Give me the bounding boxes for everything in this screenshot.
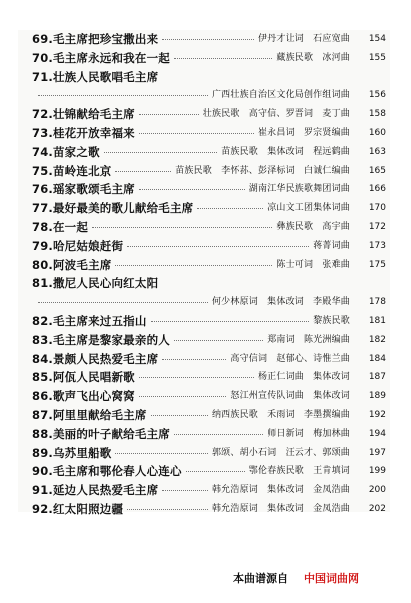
entry-page-number: 184 [368, 353, 386, 364]
entry-credits: 湖南江华民族歌舞团词曲 [248, 184, 350, 195]
entry-credits: 彝族民歌 高宇曲 [276, 221, 350, 232]
toc-entry[interactable] [18, 274, 390, 312]
leader-dots [139, 189, 245, 190]
leader-dots [151, 415, 208, 416]
toc-list [18, 30, 390, 519]
entry-title: 86.歌声飞出心窝窝 [32, 389, 135, 404]
toc-entry[interactable] [18, 425, 390, 444]
leader-dots [139, 114, 199, 115]
entry-page-number: 199 [368, 466, 386, 477]
entry-credits: 韩允浩原词 集体改词 金凤浩曲 [211, 485, 350, 496]
leader-dots [174, 434, 263, 435]
entry-credits: 崔永昌词 罗宗贤编曲 [257, 127, 350, 138]
toc-entry[interactable] [18, 444, 390, 463]
entry-title: 84.景颇人民热爱毛主席 [32, 351, 159, 366]
toc-entry[interactable] [18, 218, 390, 237]
entry-page-number: 194 [368, 428, 386, 439]
entry-page-number: 154 [368, 34, 386, 44]
entry-credits: 藏族民歌 冰河曲 [276, 52, 350, 63]
entry-credits: 怒江州宣传队词曲 集体改词 [230, 391, 350, 402]
entry-page-number: 181 [368, 315, 386, 326]
toc-entry[interactable] [18, 256, 390, 275]
toc-entry[interactable] [18, 143, 390, 162]
toc-entry[interactable] [18, 500, 390, 519]
entry-title: 89.乌苏里船歌 [32, 445, 112, 460]
entry-page-number: 158 [368, 109, 386, 120]
toc-entry[interactable] [18, 481, 390, 500]
leader-dots [115, 453, 208, 454]
entry-title: 69.毛主席把珍宝撒出来 [32, 32, 159, 46]
leader-dots [139, 377, 254, 378]
toc-entry[interactable] [18, 162, 390, 181]
entry-title: 82.毛主席来过五指山 [32, 313, 147, 328]
entry-page-number: 166 [368, 184, 386, 195]
leader-dots [162, 490, 208, 491]
entry-page-number: 192 [368, 409, 386, 420]
leader-dots [38, 302, 208, 303]
entry-title: 72.壮锦献给毛主席 [32, 107, 135, 122]
entry-credits: 苗族民歌 集体改词 程远鹤曲 [221, 146, 350, 157]
toc-entry[interactable] [18, 68, 390, 106]
leader-dots [162, 359, 226, 360]
entry-title: 81.撒尼人民心向红太阳 [32, 276, 159, 291]
entry-title: 92.红太阳照边疆 [32, 501, 124, 516]
entry-credits: 黎族民歌 [313, 315, 350, 326]
entry-title: 78.在一起 [32, 219, 89, 234]
toc-entry[interactable] [18, 331, 390, 350]
entry-page-number: 189 [368, 391, 386, 402]
entry-page-number: 182 [368, 334, 386, 345]
leader-dots [104, 152, 217, 153]
source-label: 本曲谱源自 [233, 572, 288, 585]
entry-title: 79.哈尼姑娘赶街 [32, 238, 124, 253]
toc-entry[interactable] [18, 105, 390, 124]
entry-title: 73.桂花开放幸福来 [32, 125, 135, 140]
toc-entry[interactable] [18, 312, 390, 331]
leader-dots [197, 208, 263, 209]
entry-page-number: 170 [368, 203, 386, 214]
leader-dots [162, 39, 254, 40]
entry-title: 71.壮族人民歌唱毛主席 [32, 69, 159, 84]
entry-credits: 郭颂、胡小石词 汪云才、郭颂曲 [211, 447, 350, 458]
toc-entry[interactable] [18, 387, 390, 406]
leader-dots [174, 58, 272, 59]
leader-dots [139, 396, 226, 397]
source-site-link[interactable]: 中国词曲网 [304, 572, 359, 585]
leader-dots [186, 471, 245, 472]
toc-entry[interactable] [18, 124, 390, 143]
entry-title: 75.苗岭连北京 [32, 163, 112, 178]
toc-page [18, 30, 390, 516]
leader-dots [174, 340, 263, 341]
entry-page-number: 165 [368, 165, 386, 176]
entry-credits: 伊丹才让词 石应宽曲 [257, 34, 350, 44]
entry-page-number: 178 [368, 297, 386, 308]
entry-credits: 杨正仁词曲 集体改词 [257, 372, 350, 383]
entry-title: 91.延边人民热爱毛主席 [32, 483, 159, 498]
entry-title: 90.毛主席和鄂伦春人心连心 [32, 464, 182, 479]
entry-page-number: 155 [368, 52, 386, 63]
entry-page-number: 200 [368, 485, 386, 496]
entry-credits: 苗族民歌 李怀荪、彭泽标词 白诚仁编曲 [175, 165, 350, 176]
entry-title: 70.毛主席永远和我在一起 [32, 50, 170, 65]
entry-credits: 广西壮族自治区文化局创作组词曲 [211, 90, 350, 101]
toc-entry[interactable] [18, 30, 390, 49]
entry-title: 87.阿里里献给毛主席 [32, 407, 147, 422]
leader-dots [127, 246, 309, 247]
leader-dots [127, 509, 208, 510]
entry-page-number: 175 [368, 259, 386, 270]
entry-page-number: 172 [368, 221, 386, 232]
entry-title: 80.阿波毛主席 [32, 257, 112, 272]
entry-credits: 陈士可词 张难曲 [276, 259, 350, 270]
entry-page-number: 156 [368, 90, 386, 101]
leader-dots [38, 95, 208, 96]
entry-page-number: 202 [368, 503, 386, 514]
entry-title: 85.阿佤人民唱新歌 [32, 370, 135, 385]
leader-dots [115, 171, 171, 172]
entry-credits: 壮族民歌 高守信、罗晋词 麦丁曲 [202, 109, 350, 120]
toc-entry[interactable] [18, 237, 390, 256]
entry-credits: 高守信词 赵郁心、诗惟兰曲 [230, 353, 350, 364]
toc-entry[interactable] [18, 368, 390, 387]
entry-credits: 韩允浩原词 集体改词 金凤浩曲 [211, 503, 350, 514]
entry-page-number: 160 [368, 127, 386, 138]
toc-entry[interactable] [18, 406, 390, 425]
entry-title: 77.最好最美的歌儿献给毛主席 [32, 201, 194, 216]
toc-entry[interactable] [18, 49, 390, 68]
entry-credits: 何少林原词 集体改词 李殿华曲 [211, 297, 350, 308]
entry-credits: 郑南词 陈光洲编曲 [267, 334, 350, 345]
entry-title: 76.瑶家歌颂毛主席 [32, 182, 135, 197]
entry-credits: 凉山文工团集体词曲 [267, 203, 350, 214]
entry-credits: 纳西族民歌 禾雨词 李墨撰编曲 [211, 409, 350, 420]
leader-dots [115, 265, 272, 266]
leader-dots [92, 227, 272, 228]
entry-title: 74.苗家之歌 [32, 144, 100, 159]
entry-page-number: 163 [368, 146, 386, 157]
leader-dots [139, 133, 254, 134]
entry-page-number: 197 [368, 447, 386, 458]
toc-entry[interactable] [18, 462, 390, 481]
toc-entry[interactable] [18, 350, 390, 369]
entry-credits: 鄂伦春族民歌 王肯填词 [248, 466, 350, 477]
entry-page-number: 173 [368, 240, 386, 251]
leader-dots [151, 321, 309, 322]
entry-credits: 蒋菁词曲 [313, 240, 350, 251]
toc-entry[interactable] [18, 199, 390, 218]
toc-entry[interactable] [18, 180, 390, 199]
entry-title: 88.美丽的叶子献给毛主席 [32, 426, 170, 441]
entry-credits: 师日新词 梅加林曲 [267, 428, 350, 439]
entry-page-number: 187 [368, 372, 386, 383]
entry-title: 83.毛主席是黎家最亲的人 [32, 332, 170, 347]
